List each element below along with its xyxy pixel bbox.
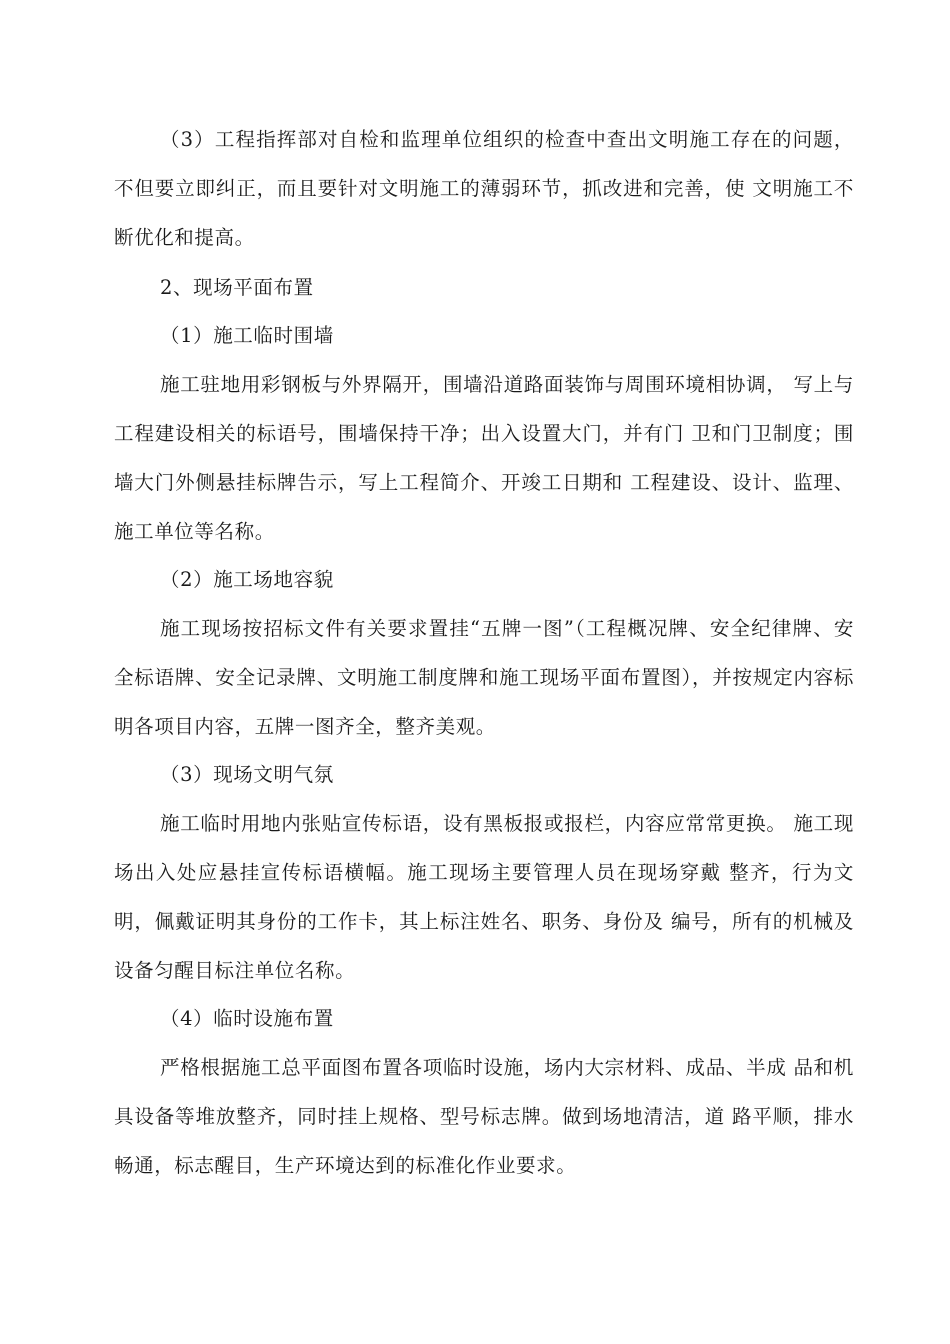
paragraph-site-appearance: 施工现场按招标文件有关要求置挂“五牌一图”（工程概况牌、安全纪律牌、安全标语牌、安全记录牌、文明施工制度牌和施工现场平面布置图），并按规定内容标明各项目内容，五牌一图齐全，整齐美观。 [114,617,854,738]
subheading-temporary-facilities: （4）临时设施布置 [160,1007,334,1030]
subheading-temporary-wall: （1）施工临时围墙 [160,324,334,347]
paragraph-temporary-facilities: 严格根据施工总平面图布置各项临时设施，场内大宗材料、成品、半成 品和机具设备等堆放整齐，同时挂上规格、型号标志牌。做到场地清洁，道 路平顺，排水畅通，标志醒目，生产环境达到的标准化作业要求。 [114,1056,854,1177]
subheading-site-atmosphere: （3）现场文明气氛 [160,763,334,786]
subheading-site-appearance: （2）施工场地容貌 [160,568,334,591]
paragraph-temporary-wall: 施工驻地用彩钢板与外界隔开，围墙沿道路面装饰与周围环境相协调， 写上与工程建设相关的标语号，围墙保持干净；出入设置大门，并有门 卫和门卫制度；围墙大门外侧悬挂标牌告示，写上工程简介、开竣工日期和 工程建设、设计、监理、施工单位等名称。 [114,373,854,543]
paragraph-inspection-rectification: （3）工程指挥部对自检和监理单位组织的检查中查出文明施工存在的问题，不但要立即纠正，而且要针对文明施工的薄弱环节，抓改进和完善，使 文明施工不断优化和提高。 [114,128,854,249]
section-heading-site-layout: 2、现场平面布置 [160,276,314,299]
paragraph-site-atmosphere: 施工临时用地内张贴宣传标语，设有黑板报或报栏，内容应常常更换。 施工现场出入处应悬挂宣传标语横幅。施工现场主要管理人员在现场穿戴 整齐，行为文明，佩戴证明其身份的工作卡，其上标注姓名、职务、身份及 编号，所有的机械及设备匀醒目标注单位名称。 [114,812,854,982]
